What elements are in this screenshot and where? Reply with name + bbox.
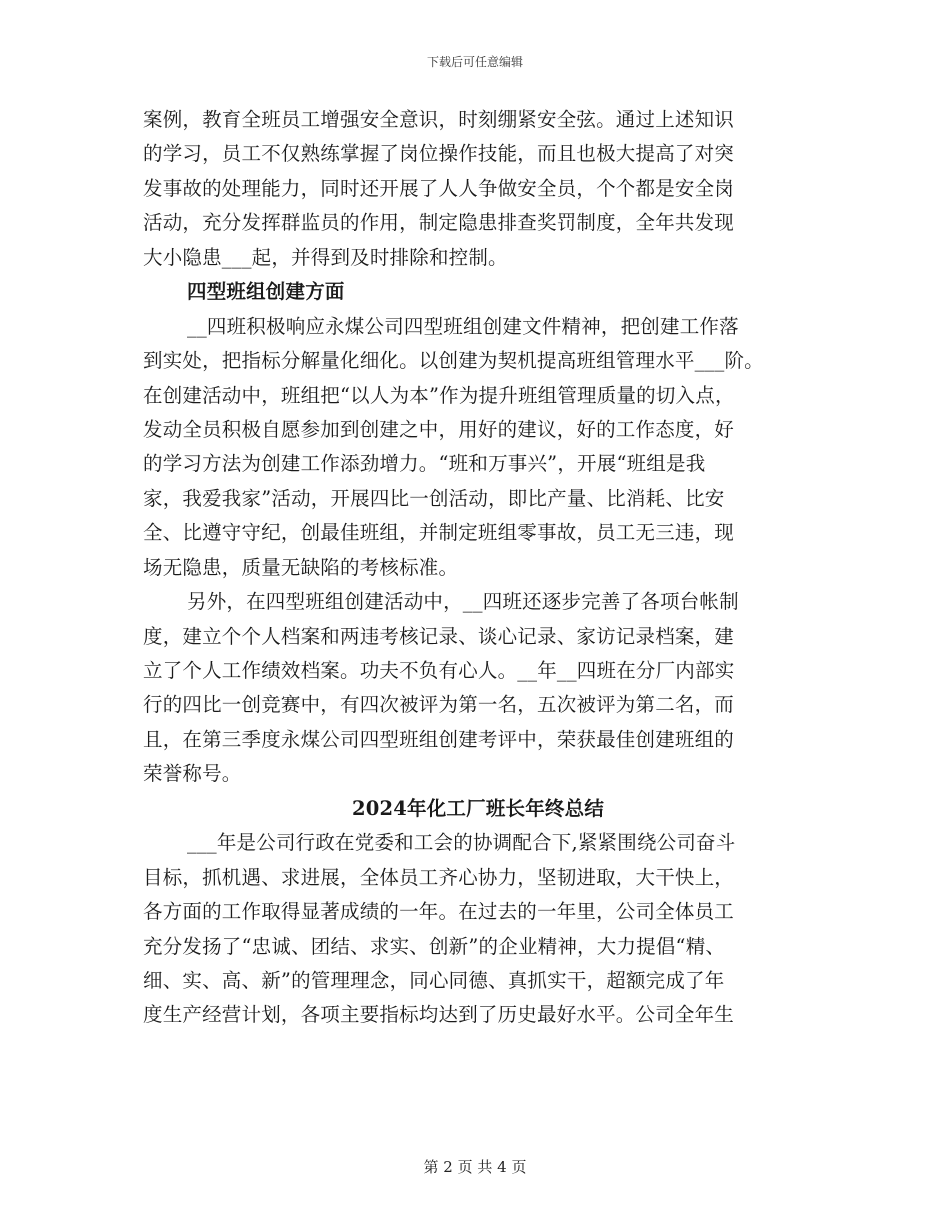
paragraph-line: 家，我爱我家”活动，开展四比一创活动，即比产量、比消耗、比安 (143, 486, 725, 510)
paragraph-line: 度生产经营计划，各项主要指标均达到了历史最好水平。公司全年生 (143, 1003, 735, 1027)
section-heading: 四型班组创建方面 (187, 280, 345, 304)
paragraph-line: 另外，在四型班组创建活动中，__四班还逐步完善了各项台帐制 (187, 590, 739, 614)
paragraph-line: 全、比遵守守纪，创最佳班组，并制定班组零事故，员工无三违，现 (143, 521, 735, 545)
paragraph-line: 在创建活动中，班组把“以人为本”作为提升班组管理质量的切入点， (143, 383, 735, 407)
page-header: 下载后可任意编辑 (426, 55, 523, 69)
paragraph-line: 大小隐患___起，并得到及时排除和控制。 (143, 245, 508, 269)
paragraph-line: ___年是公司行政在党委和工会的协调配合下,紧紧围绕公司奋斗 (187, 831, 736, 855)
paragraph-line: 活动，充分发挥群监员的作用，制定隐患排查奖罚制度，全年共发现 (143, 211, 735, 235)
paragraph-line: 目标，抓机遇、求进展，全体员工齐心协力，坚韧进取，大干快上， (143, 865, 735, 889)
paragraph-line: 行的四比一创竞赛中，有四次被评为第一名，五次被评为第二名，而 (143, 693, 735, 717)
paragraph-line: 的学习，员工不仅熟练掌握了岗位操作技能，而且也极大提高了对突 (143, 142, 735, 166)
paragraph-line: 充分发扬了“忠诚、团结、求实、创新”的企业精神，大力提倡“精、 (143, 934, 726, 958)
paragraph-line: 且，在第三季度永煤公司四型班组创建考评中，荣获最佳创建班组的 (143, 727, 735, 751)
page-footer: 第 2 页 共 4 页 (423, 1158, 527, 1176)
paragraph-line: __四班积极响应永煤公司四型班组创建文件精神，把创建工作落 (187, 314, 739, 338)
paragraph-line: 细、实、高、新”的管理理念，同心同德、真抓实干，超额完成了年 (143, 968, 725, 992)
paragraph-line: 各方面的工作取得显著成绩的一年。在过去的一年里，公司全体员工 (143, 900, 735, 924)
paragraph-line: 场无隐患，质量无缺陷的考核标准。 (143, 555, 459, 579)
document-title: 2024年化工厂班长年终总结 (351, 796, 605, 820)
paragraph-line: 发事故的处理能力，同时还开展了人人争做安全员，个个都是安全岗 (143, 176, 735, 200)
paragraph-line: 案例，教育全班员工增强安全意识，时刻绷紧安全弦。通过上述知识 (143, 108, 735, 131)
paragraph-line: 度，建立个个人档案和两违考核记录、谈心记录、家访记录档案，建 (143, 624, 735, 648)
document-body (143, 103, 813, 1033)
paragraph-line: 到实处，把指标分解量化细化。以创建为契机提高班组管理水平___阶。 (143, 349, 764, 373)
paragraph-line: 荣誉称号。 (143, 762, 242, 786)
paragraph-line: 的学习方法为创建工作添劲增力。“班和万事兴”，开展“班组是我 (143, 452, 706, 476)
paragraph-line: 发动全员积极自愿参加到创建之中，用好的建议，好的工作态度，好 (143, 417, 735, 441)
paragraph-line: 立了个人工作绩效档案。功夫不负有心人。__年__四班在分厂内部实 (143, 659, 735, 682)
